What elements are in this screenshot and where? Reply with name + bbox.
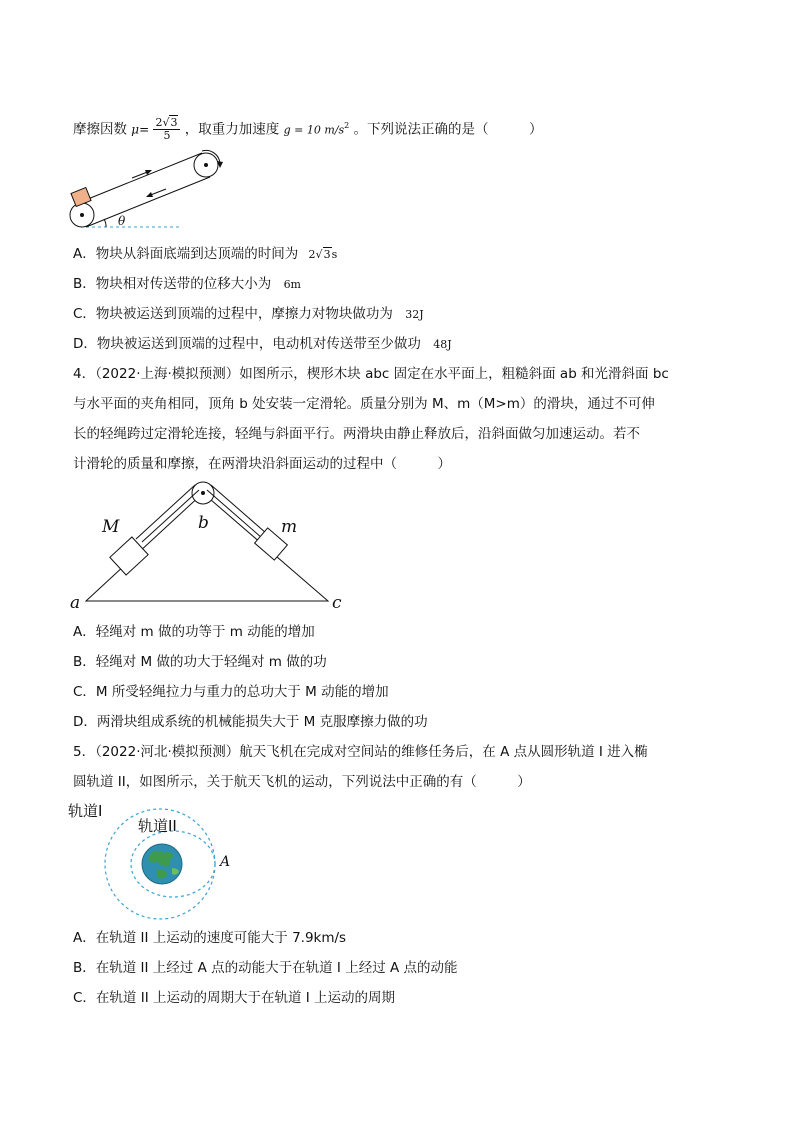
label-c: c — [332, 593, 342, 613]
q4-stem-line-3: 长的轻绳跨过定滑轮连接，轻绳与斜面平行。两滑块由静止释放后，沿斜面做匀加速运动。若不 — [73, 426, 640, 442]
q5-stem-line-2: 圆轨道 II，如图所示，关于航天飞机的运动，下列说法中正确的有（ ） — [73, 774, 531, 790]
q4-option-b: B．轻绳对 M 做的功大于轻绳对 m 做的功 — [73, 654, 327, 670]
q3-option-c — [73, 304, 424, 325]
q3-option-a-value: 2√3s — [308, 248, 338, 261]
pulley-axle — [201, 491, 205, 495]
q3-option-a — [73, 244, 337, 265]
q3-option-b-text: B．物块相对传送带的位移大小为 — [73, 276, 272, 292]
mu-equals: = — [139, 122, 150, 137]
q5-stem-line-1: 5．（2022·河北·模拟预测）航天飞机在完成对空间站的维修任务后，在 A 点从圆形轨道 I 进入椭 — [73, 744, 648, 760]
mu-symbol: μ — [131, 122, 140, 137]
g-exponent: 2 — [344, 121, 350, 130]
q4-option-d: D．两滑块组成系统的机械能损失大于 M 克服摩擦力做的功 — [73, 714, 428, 730]
top-roller-axle — [204, 163, 208, 167]
orbit-I-label: 轨道I — [68, 802, 103, 820]
time-root: 3 — [323, 248, 331, 261]
q3-stem-prefix: 摩擦因数 — [73, 121, 127, 138]
rope-right-outer — [211, 485, 266, 533]
q3-stem-mid: ，取重力加速度 — [184, 121, 280, 138]
earth-icon — [142, 844, 182, 884]
q3-option-c-value: 32J — [405, 308, 424, 321]
q3-option-b — [73, 274, 301, 295]
q3-option-d — [73, 334, 452, 355]
q3-option-d-text: D．物块被运送到顶端的过程中，电动机对传送带至少做功 — [73, 336, 421, 352]
q4-stem-line-4: 计滑轮的质量和摩擦，在两滑块沿斜面运动的过程中（ ） — [73, 456, 451, 472]
q4-stem-line-1: 4．（2022·上海·模拟预测）如图所示，楔形木块 abc 固定在水平面上，粗糙斜面 ab 和光滑斜面 bc — [73, 366, 669, 382]
block-M — [110, 537, 148, 575]
point-A-label: A — [220, 854, 231, 870]
rope-left-outer — [136, 485, 195, 539]
mu-denominator: 5 — [163, 129, 171, 142]
label-a: a — [70, 593, 81, 613]
angle-arc — [104, 219, 106, 227]
conveyor-figure — [68, 148, 228, 234]
q3-option-b-value: 6m — [283, 278, 301, 291]
label-m: m — [281, 517, 298, 537]
q3-stem-suffix: 。下列说法正确的是（ ） — [353, 121, 543, 138]
g-expression: g = 10 m/s — [283, 123, 345, 137]
q4-option-a: A．轻绳对 m 做的功等于 m 动能的增加 — [73, 624, 315, 640]
q3-option-c-text: C．物块被运送到顶端的过程中，摩擦力对物块做功为 — [73, 306, 393, 322]
mu-fraction — [153, 117, 180, 142]
mu-num-root: 3 — [170, 116, 178, 129]
q3-option-d-value: 48J — [433, 338, 452, 351]
q3-stem — [73, 116, 543, 142]
time-coef: 2 — [308, 248, 316, 261]
time-unit: s — [331, 248, 338, 261]
q5-option-c: C．在轨道 II 上运动的周期大于在轨道 I 上运动的周期 — [73, 990, 396, 1006]
sqrt-sign: √ — [162, 116, 170, 129]
orbit-figure — [68, 798, 248, 922]
belt-top — [78, 153, 202, 203]
q5-option-b: B．在轨道 II 上经过 A 点的动能大于在轨道 I 上经过 A 点的动能 — [73, 960, 458, 976]
rope-left-inner — [142, 490, 199, 542]
q3-option-a-text: A．物块从斜面底端到达顶端的时间为 — [73, 246, 299, 262]
label-M: M — [102, 517, 120, 537]
q4-stem-line-2: 与水平面的夹角相同，顶角 b 处安装一定滑轮。质量分别为 M、m（M>m）的滑块，通过不可伸 — [73, 396, 655, 412]
mu-num-coef: 2 — [155, 116, 163, 129]
bottom-roller-axle — [80, 213, 84, 217]
wedge-figure — [66, 478, 356, 614]
block — [71, 188, 91, 207]
angle-label: θ — [118, 214, 126, 228]
label-b: b — [198, 513, 209, 533]
orbit-II-label: 轨道II — [138, 817, 177, 835]
q4-option-c: C．M 所受轻绳拉力与重力的总功大于 M 动能的增加 — [73, 684, 389, 700]
q5-option-a: A．在轨道 II 上运动的速度可能大于 7.9km/s — [73, 930, 347, 946]
rope-right-inner — [207, 490, 262, 538]
lower-arrow-head — [146, 192, 153, 197]
